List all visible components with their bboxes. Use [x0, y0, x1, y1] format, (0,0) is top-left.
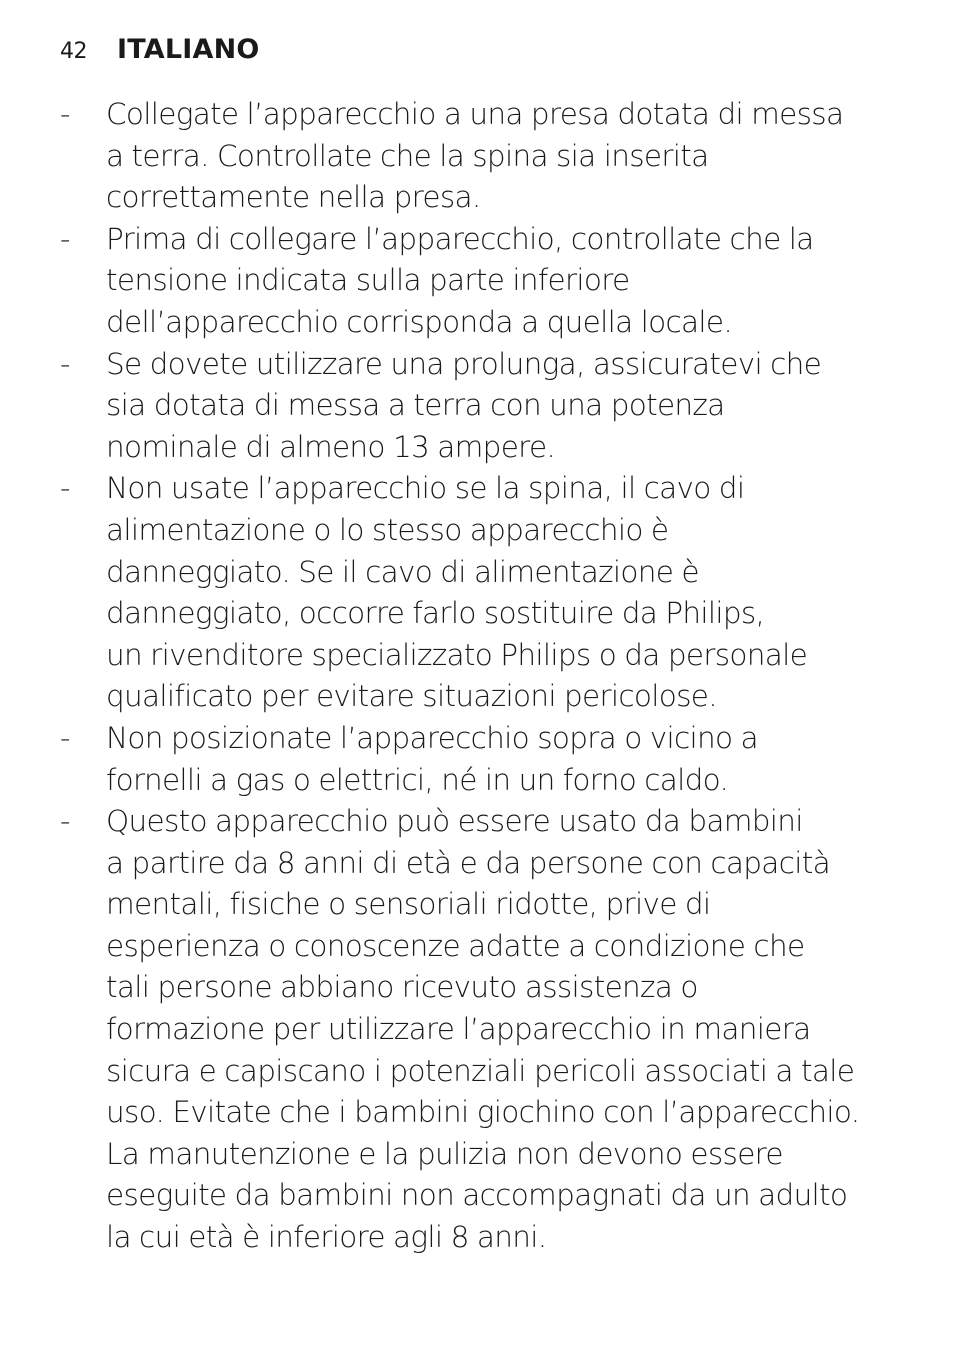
list-item: [58, 94, 918, 219]
text-line: un rivenditore specializzato Philips o da personale: [106, 637, 808, 672]
text-line: eseguite da bambini non accompagnati da un adulto: [106, 1178, 848, 1213]
text-line: nominale di almeno 13 ampere.: [106, 429, 556, 464]
text-line: Se dovete utilizzare una prolunga, assicuratevi che: [106, 346, 822, 381]
text-line: dell’apparecchio corrisponda a quella locale.: [106, 304, 733, 339]
list-item-text: [106, 344, 918, 469]
list-bullet: -: [60, 221, 71, 256]
text-line: esperienza o conoscenze adatte a condizione che: [106, 928, 805, 963]
text-line: fornelli a gas o elettrici, né in un forno caldo.: [106, 762, 729, 797]
list-item-text: [106, 718, 918, 801]
text-line: alimentazione o lo stesso apparecchio è: [106, 512, 669, 547]
text-line: Non usate l’apparecchio se la spina, il cavo di: [106, 471, 745, 506]
text-line: a terra. Controllate che la spina sia inserita: [106, 138, 709, 173]
list-item: [58, 344, 918, 469]
text-line: La manutenzione e la pulizia non devono essere: [106, 1136, 783, 1171]
page-header: [60, 34, 260, 74]
list-bullet: -: [60, 97, 71, 131]
list-bullet: -: [60, 720, 71, 755]
text-line: mentali, fisiche o sensoriali ridotte, prive di: [106, 887, 711, 922]
list-item: [58, 219, 918, 344]
section-title: ITALIANO: [117, 34, 260, 65]
safety-instructions-list: [58, 94, 918, 1259]
text-line: tali persone abbiano ricevuto assistenza o: [106, 970, 698, 1005]
list-item: [58, 468, 918, 718]
list-bullet: -: [60, 346, 71, 381]
text-line: danneggiato, occorre farlo sostituire da Philips,: [106, 596, 765, 631]
text-line: Questo apparecchio può essere usato da bambini: [106, 804, 803, 839]
list-item-text: [106, 468, 918, 718]
text-line: uso. Evitate che i bambini giochino con l’apparecchio.: [106, 1095, 860, 1130]
text-line: la cui età è inferiore agli 8 anni.: [106, 1220, 547, 1255]
text-line: a partire da 8 anni di età e da persone con capacità: [106, 845, 830, 880]
text-line: sicura e capiscano i potenziali pericoli associati a tale: [106, 1053, 855, 1088]
list-bullet: -: [60, 471, 71, 506]
list-item: [58, 801, 918, 1259]
text-line: sia dotata di messa a terra con una potenza: [106, 388, 725, 423]
text-line: Collegate l’apparecchio a una presa dotata di messa: [106, 97, 844, 131]
list-bullet: -: [60, 804, 71, 839]
text-line: Non posizionate l’apparecchio sopra o vicino a: [106, 720, 758, 755]
text-line: tensione indicata sulla parte inferiore: [106, 263, 630, 298]
text-line: danneggiato. Se il cavo di alimentazione è: [106, 554, 699, 589]
list-item-text: [106, 94, 918, 219]
text-line: formazione per utilizzare l’apparecchio in maniera: [106, 1012, 811, 1047]
page-number: 42: [60, 39, 87, 64]
text-line: Prima di collegare l’apparecchio, controllate che la: [106, 221, 814, 256]
list-item-text: [106, 219, 918, 344]
list-item-text: [106, 801, 918, 1259]
text-line: qualificato per evitare situazioni pericolose.: [106, 679, 717, 714]
text-line: correttamente nella presa.: [106, 180, 481, 215]
list-item: [58, 718, 918, 801]
